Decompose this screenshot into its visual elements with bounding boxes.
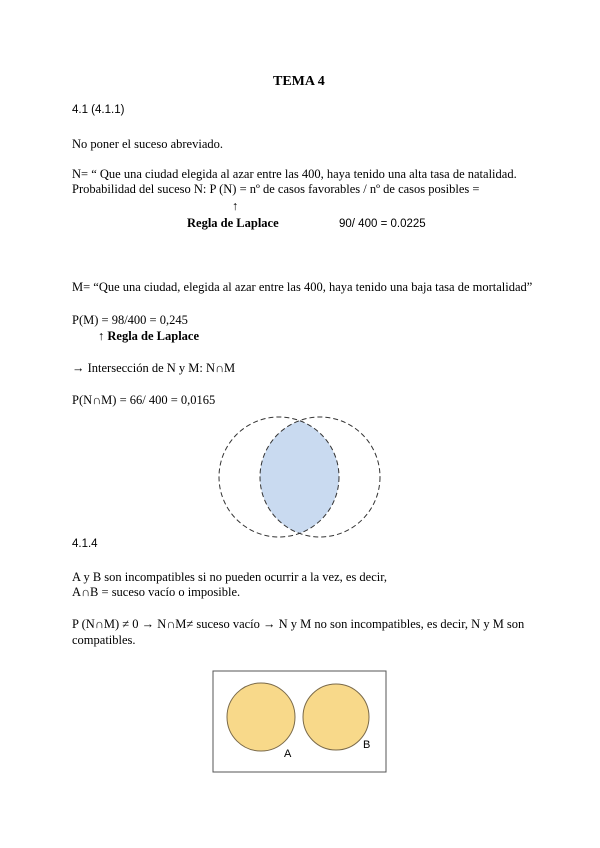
laplace-rule-label: Regla de Laplace bbox=[187, 216, 279, 230]
section-heading-2: 4.1.4 bbox=[72, 538, 98, 550]
probability-intersection: P(N∩M) = 66/ 400 = 0,0165 bbox=[72, 393, 216, 407]
event-n-definition: N= “ Que una ciudad elegida al azar entre las 400, haya tenido una alta tasa de natalidad. bbox=[72, 167, 517, 181]
probability-m: P(M) = 98/400 = 0,245 bbox=[72, 313, 188, 327]
probability-n-formula: Probabilidad del suceso N: P (N) = nº de casos favorables / nº de casos posibles = bbox=[72, 182, 480, 196]
conclusion-line-1: P (N∩M) ≠ 0 → N∩M≠ suceso vacío → N y M no son incompatibles, es decir, N y M son bbox=[72, 617, 525, 631]
intersection-text: → Intersección de N y M: N∩M bbox=[72, 361, 236, 375]
set-b-label: B bbox=[363, 739, 371, 751]
laplace-rule-label-m: ↑ Regla de Laplace bbox=[98, 329, 200, 343]
set-a-circle bbox=[227, 683, 295, 751]
event-m-definition: M= “Que una ciudad, elegida al azar entre las 400, haya tenido una baja tasa de mortalidad” bbox=[72, 280, 533, 294]
set-a-label: A bbox=[284, 748, 292, 760]
page-title: TEMA 4 bbox=[273, 74, 325, 89]
incompatible-definition-2: A∩B = suceso vacío o imposible. bbox=[72, 585, 241, 599]
section-heading: 4.1 (4.1.1) bbox=[72, 104, 125, 116]
up-arrow: ↑ bbox=[232, 199, 239, 213]
incompatible-definition-1: A y B son incompatibles si no pueden ocurrir a la vez, es decir, bbox=[72, 570, 388, 584]
conclusion-line-2: compatibles. bbox=[72, 633, 136, 647]
set-b-circle bbox=[303, 684, 369, 750]
laplace-result: 90/ 400 = 0.0225 bbox=[339, 218, 426, 230]
note-text: No poner el suceso abreviado. bbox=[72, 137, 223, 151]
